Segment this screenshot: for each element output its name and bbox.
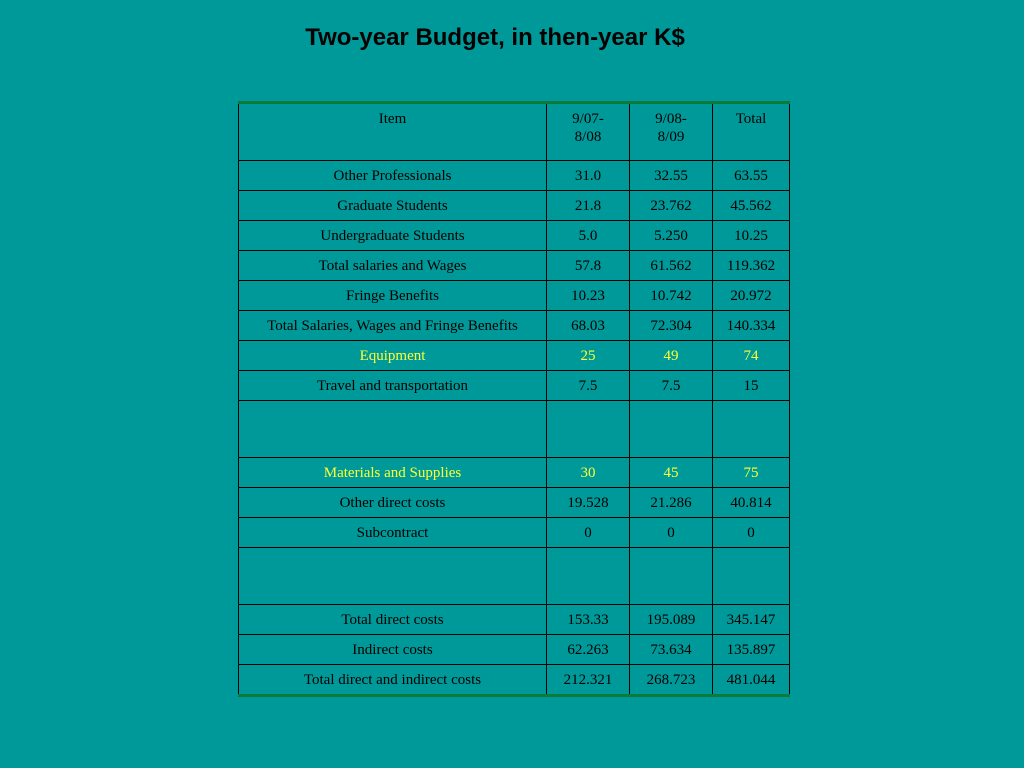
table-row-highlighted	[239, 458, 790, 488]
cell-item: Travel and transportation	[239, 371, 547, 401]
cell-item: Subcontract	[239, 518, 547, 548]
table-row-empty	[239, 548, 790, 605]
cell-year2	[630, 401, 713, 458]
cell-year2: 21.286	[630, 488, 713, 518]
cell-year1: 10.23	[547, 281, 630, 311]
table-row	[239, 191, 790, 221]
header-year2-line1: 9/08-	[655, 111, 687, 127]
cell-item	[239, 401, 547, 458]
cell-year2: 32.55	[630, 161, 713, 191]
table-row-highlighted	[239, 341, 790, 371]
cell-year2: 0	[630, 518, 713, 548]
header-year1	[547, 103, 630, 161]
table-row	[239, 488, 790, 518]
cell-total: 10.25	[713, 221, 790, 251]
cell-total: 74	[713, 341, 790, 371]
cell-year2: 7.5	[630, 371, 713, 401]
cell-year1: 19.528	[547, 488, 630, 518]
cell-item: Other Professionals	[239, 161, 547, 191]
table-row	[239, 161, 790, 191]
cell-total: 0	[713, 518, 790, 548]
table-row	[239, 518, 790, 548]
cell-item: Graduate Students	[239, 191, 547, 221]
cell-item	[239, 548, 547, 605]
table-row	[239, 635, 790, 665]
cell-total	[713, 401, 790, 458]
cell-year1: 25	[547, 341, 630, 371]
cell-total: 40.814	[713, 488, 790, 518]
cell-year1: 153.33	[547, 605, 630, 635]
cell-year2: 23.762	[630, 191, 713, 221]
cell-total: 15	[713, 371, 790, 401]
cell-item: Total salaries and Wages	[239, 251, 547, 281]
cell-year1: 57.8	[547, 251, 630, 281]
cell-year2: 10.742	[630, 281, 713, 311]
cell-year1: 7.5	[547, 371, 630, 401]
cell-item: Equipment	[239, 341, 547, 371]
cell-year1: 68.03	[547, 311, 630, 341]
cell-total: 481.044	[713, 665, 790, 696]
cell-total: 345.147	[713, 605, 790, 635]
cell-total: 63.55	[713, 161, 790, 191]
cell-year2: 268.723	[630, 665, 713, 696]
cell-total: 45.562	[713, 191, 790, 221]
header-total: Total	[713, 103, 790, 161]
header-year2	[630, 103, 713, 161]
table-row-empty	[239, 401, 790, 458]
cell-item: Total direct and indirect costs	[239, 665, 547, 696]
cell-year2	[630, 548, 713, 605]
cell-item: Fringe Benefits	[239, 281, 547, 311]
cell-year2: 73.634	[630, 635, 713, 665]
table-header-row	[239, 103, 790, 161]
cell-item: Indirect costs	[239, 635, 547, 665]
table-row	[239, 251, 790, 281]
cell-total	[713, 548, 790, 605]
cell-year2: 49	[630, 341, 713, 371]
cell-year1: 212.321	[547, 665, 630, 696]
cell-year1: 5.0	[547, 221, 630, 251]
table-row	[239, 311, 790, 341]
cell-year2: 195.089	[630, 605, 713, 635]
budget-table	[238, 101, 790, 697]
cell-item: Total Salaries, Wages and Fringe Benefits	[239, 311, 547, 341]
table-row	[239, 371, 790, 401]
cell-year1: 62.263	[547, 635, 630, 665]
header-year1-line2: 8/08	[574, 129, 602, 145]
slide-title: Two-year Budget, in then-year K$	[305, 24, 685, 51]
cell-total: 20.972	[713, 281, 790, 311]
cell-year1	[547, 401, 630, 458]
table-row	[239, 665, 790, 696]
cell-year2: 45	[630, 458, 713, 488]
cell-year1: 21.8	[547, 191, 630, 221]
cell-item: Other direct costs	[239, 488, 547, 518]
cell-total: 75	[713, 458, 790, 488]
header-year2-line2: 8/09	[657, 129, 685, 145]
cell-item: Materials and Supplies	[239, 458, 547, 488]
cell-year1: 31.0	[547, 161, 630, 191]
cell-year2: 72.304	[630, 311, 713, 341]
header-item: Item	[239, 103, 547, 161]
cell-total: 119.362	[713, 251, 790, 281]
header-year1-line1: 9/07-	[572, 111, 604, 127]
cell-total: 135.897	[713, 635, 790, 665]
table-row	[239, 221, 790, 251]
cell-year2: 61.562	[630, 251, 713, 281]
cell-year1: 30	[547, 458, 630, 488]
cell-total: 140.334	[713, 311, 790, 341]
cell-item: Undergraduate Students	[239, 221, 547, 251]
cell-year1: 0	[547, 518, 630, 548]
cell-item: Total direct costs	[239, 605, 547, 635]
table-row	[239, 605, 790, 635]
cell-year2: 5.250	[630, 221, 713, 251]
cell-year1	[547, 548, 630, 605]
table-row	[239, 281, 790, 311]
